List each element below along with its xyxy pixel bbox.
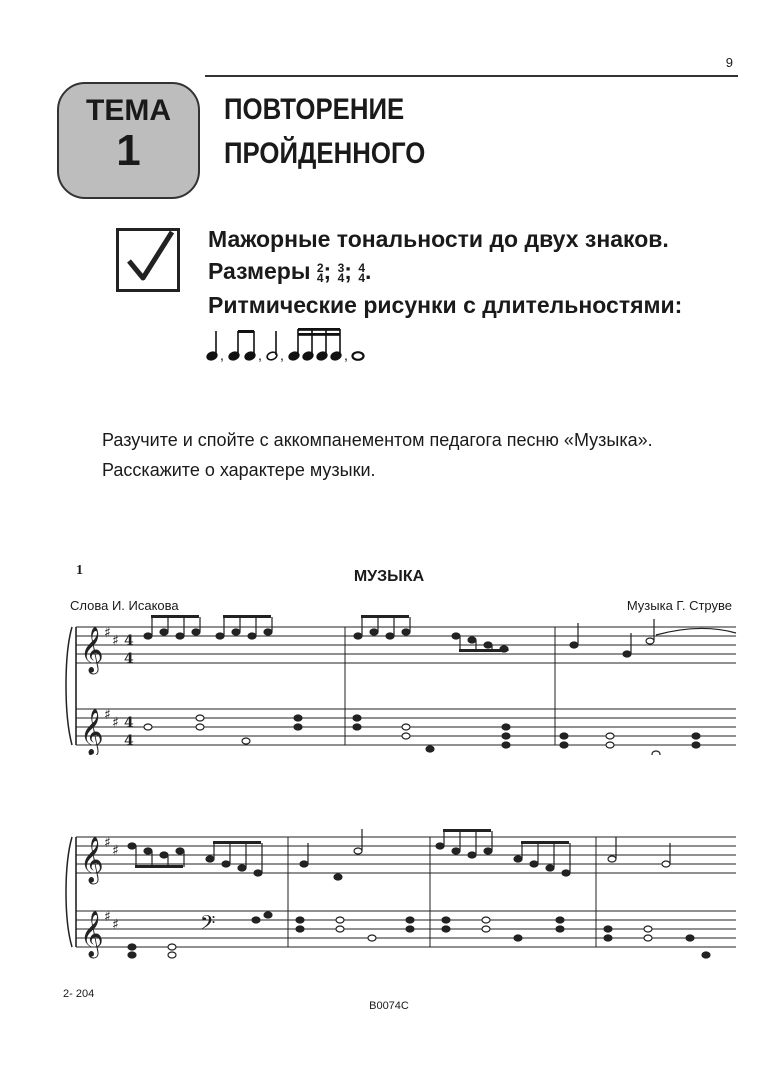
checkmark-box	[116, 228, 180, 292]
svg-text:♯: ♯	[112, 715, 119, 731]
topic-title	[224, 88, 425, 176]
svg-text:4: 4	[124, 733, 134, 749]
svg-text:,: ,	[280, 347, 284, 363]
objective-meters: Размеры 2 4 ; 3 4 ; 4 4 .	[208, 258, 372, 285]
svg-text:4: 4	[124, 651, 134, 667]
objective-keys: Мажорные тональности до двух знаков.	[208, 226, 669, 252]
page-number: 9	[725, 55, 733, 70]
music-system-2	[60, 825, 760, 965]
svg-text:𝄞: 𝄞	[80, 709, 104, 755]
print-mark: 2- 204	[63, 988, 95, 1000]
svg-text:♯: ♯	[104, 835, 111, 851]
svg-text:4: 4	[124, 715, 134, 731]
time-signature: 2 4	[316, 261, 324, 285]
svg-text:,: ,	[220, 347, 224, 363]
svg-text:♯: ♯	[104, 707, 111, 723]
svg-text:𝄞: 𝄞	[80, 911, 104, 957]
catalog-code: B0074C	[369, 1000, 409, 1012]
task-instructions: Разучите и спойте с аккомпанементом педагога песню «Музыка». Расскажите о характере музыки.	[102, 430, 653, 480]
composer-credit: Музыка Г. Струве	[626, 598, 732, 613]
objective-rhythms: Ритмические рисунки с длительностями:	[208, 292, 683, 318]
topic-label: ТЕМА	[86, 94, 171, 127]
header-rule	[205, 75, 738, 77]
svg-text:4: 4	[124, 633, 134, 649]
svg-text:♯: ♯	[112, 843, 119, 859]
note-durations	[200, 325, 400, 375]
topic-title-line-2: ПРОЙДЕННОГО	[224, 137, 426, 170]
topic-number: 1	[116, 126, 141, 175]
topic-title-line-1: ПОВТОРЕНИЕ	[224, 93, 405, 126]
svg-text:,: ,	[258, 347, 262, 363]
svg-text:𝄞: 𝄞	[80, 837, 104, 883]
topic-badge	[57, 82, 200, 199]
svg-text:♯: ♯	[112, 633, 119, 649]
time-signature: 3 4	[337, 261, 345, 285]
svg-text:𝄢: 𝄢	[200, 911, 216, 939]
svg-text:𝄞: 𝄞	[80, 627, 104, 673]
lyricist-credit: Слова И. Исакова	[70, 598, 179, 613]
svg-text:♯: ♯	[104, 625, 111, 641]
excerpt-number: 1	[76, 563, 83, 578]
meters-label: Размеры	[208, 258, 311, 284]
music-system-1	[60, 615, 760, 755]
checkmark-icon	[116, 228, 180, 292]
svg-text:,: ,	[344, 347, 348, 363]
time-signature: 4 4	[358, 261, 366, 285]
svg-text:♯: ♯	[112, 917, 119, 933]
song-title: МУЗЫКА	[353, 568, 425, 585]
svg-text:♯: ♯	[104, 909, 111, 925]
